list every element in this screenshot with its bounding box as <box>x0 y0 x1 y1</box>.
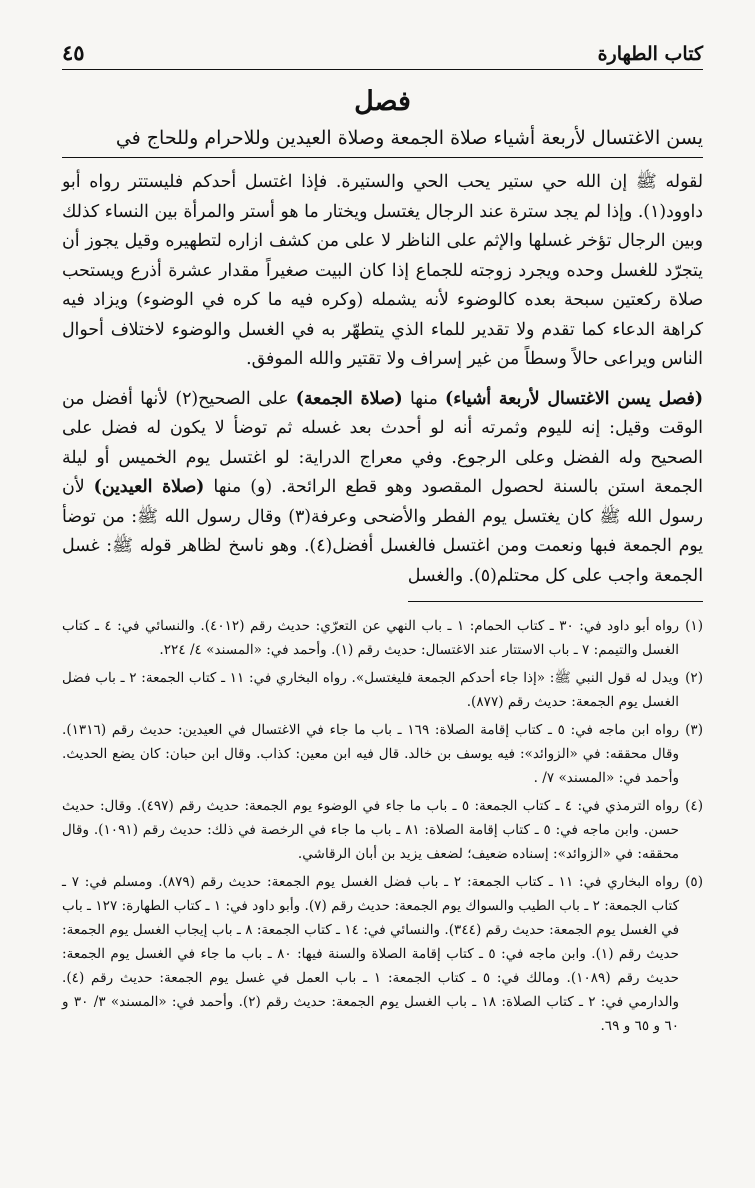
section-title: فصل <box>354 86 411 117</box>
eidain-term: (صلاة العيدين) <box>93 477 205 497</box>
footnote-text: رواه ابن ماجه في: ٥ ـ كتاب إقامة الصلاة: ١٦٩ ـ باب ما جاء في الاغتسال في العيدين: حديث رقم (١٣١٦). وقال محققه: في «الزوائد»: فيه يوسف بن خالد. قال فيه ابن معين: كذاب. وقال ابن حبان: كان يضع الحديث. وأحمد في: «المسند» ٧/ . <box>62 722 680 786</box>
footnote-number: (٣) <box>685 722 703 738</box>
jumua-term: (صلاة الجمعة) <box>295 388 403 409</box>
footnote <box>62 718 703 790</box>
page-header <box>62 40 703 70</box>
footnote <box>62 870 703 1038</box>
paragraph-2-part-b: على الصحيح(٢) لأنها أفضل من الوقت وقيل: إنه لليوم وثمرته أنه لو أحدث بعد غسله ثم توضأ لا يكون له فضل على الصحيح وله الفضل وعلى الرجوع. وفي معراج الدراية: لو اغتسل يوم الخميس أو ليلة الجمعة استن بالسنة لحصول المقصود وهو قطع الرائحة. (و) منها <box>62 388 703 497</box>
running-title: كتاب الطهارة <box>597 43 703 65</box>
section-summary: يسن الاغتسال لأربعة أشياء صلاة الجمعة وصلاة العيدين وللاحرام وللحاج في <box>115 127 703 149</box>
footnote-number: (١) <box>685 618 703 634</box>
footnote-number: (٥) <box>685 874 703 890</box>
main-text <box>62 168 703 591</box>
page-number: ٤٥ <box>62 40 85 65</box>
paragraph-2-part-a: منها <box>402 388 446 409</box>
paragraph-2-part-c: لأن رسول الله ﷺ كان يغتسل يوم الفطر والأضحى وعرفة(٣) وقال رسول الله ﷺ: من توضأ يوم الجمعة فبها ونعمت ومن اغتسل فالغسل أفضل(٤). وهو ناسخ لظاهر قوله ﷺ: غسل الجمعة واجب على كل محتلم(٥). والغسل <box>62 477 704 586</box>
paragraph-2 <box>62 385 703 592</box>
footnote <box>62 794 703 866</box>
footnote-divider <box>408 601 703 602</box>
footnote <box>62 614 703 662</box>
footnotes <box>62 614 703 1038</box>
footnote-text: رواه البخاري في: ١١ ـ كتاب الجمعة: ٢ ـ باب فضل الغسل يوم الجمعة: حديث رقم (٨٧٩). ومسلم في: ٧ ـ كتاب الجمعة: ٢ ـ باب الطيب والسواك يوم الجمعة: حديث رقم (٧). وأبو داود في: ١ ـ كتاب الطهارة: ١٢٧ ـ باب في الغسل يوم الجمعة: حديث رقم (٣٤٤). والنسائي في: ١٤ ـ كتاب الجمعة: ٨ ـ باب إيجاب الغسل يوم الجمعة: حديث رقم (١). وابن ماجه في: ٥ ـ كتاب إقامة الصلاة والسنة فيها: ٨٠ ـ باب ما جاء في الغسل يوم الجمعة: حديث رقم (١٠٨٩). ومالك في: ٥ ـ كتاب الجمعة: ١ ـ باب العمل في غسل يوم الجمعة: حديث رقم (٤). والدارمي في: ٢ ـ كتاب الصلاة: ١٨ ـ باب الغسل يوم الجمعة: حديث رقم (٢). وأحمد في: «المسند» ٣/ ٣٠ و ٦٠ و ٦٥ و ٦٩. <box>62 874 680 1034</box>
paragraph-2-heading: (فصل يسن الاغتسال لأربعة أشياء) <box>445 388 703 409</box>
footnote-text: رواه أبو داود في: ٣٠ ـ كتاب الحمام: ١ ـ باب النهي عن التعرّي: حديث رقم (٤٠١٢). والنسائي في: ٤ ـ كتاب الغسل والتيمم: ٧ ـ باب الاستتار عند الاغتسال: حديث رقم (١). وأحمد في: «المسند» ٤/ ٢٢٤. <box>62 618 680 658</box>
footnote-text: رواه الترمذي في: ٤ ـ كتاب الجمعة: ٥ ـ باب ما جاء في الوضوء يوم الجمعة: حديث رقم (٤٩٧). وقال: حديث حسن. وابن ماجه في: ٥ ـ كتاب إقامة الصلاة: ٨١ ـ باب ما جاء في الرخصة في ذلك: حديث رقم (١٠٩١). وقال محققه: في «الزوائد»: إسناده ضعيف؛ لضعف يزيد بن أبان الرقاشي. <box>62 798 680 862</box>
footnote-number: (٤) <box>685 798 703 814</box>
footnote-text: ويدل له قول النبي ﷺ: «إذا جاء أحدكم الجمعة فليغتسل». رواه البخاري في: ١١ ـ كتاب الجمعة: ٢ ـ باب فضل الغسل يوم الجمعة: حديث رقم (٨٧٧). <box>62 670 680 710</box>
summary-divider <box>62 157 703 158</box>
footnote-number: (٢) <box>685 670 703 686</box>
paragraph-1: لقوله ﷺ إن الله حي ستير يحب الحي والستيرة. فإذا اغتسل أحدكم فليستتر رواه أبو داوود(١). وإذا لم يجد سترة عند الرجال يغتسل ويختار ما هو أستر والمرأة بين النساء كذلك وبين الرجال تؤخر غسلها والإثم على الناظر لا على من كشف ازاره لتطهيره وقيل يجوز أن يتجرّد للغسل وحده ويجرد زوجته للجماع إذا كان البيت صغيراً مقدار عشرة أذرع ويستحب صلاة ركعتين سبحة بعده كالوضوء لأنه يشمله (وكره فيه ما كره في الوضوء) ويزاد فيه كراهة الدعاء كما تقدم ولا تقدير للماء الذي يتطهّر به في الغسل والوضوء لاختلاف أحوال الناس ويراعى حالاً وسطاً من غير إسراف ولا تقتير والله الموفق. <box>62 172 703 369</box>
footnote <box>62 666 703 714</box>
